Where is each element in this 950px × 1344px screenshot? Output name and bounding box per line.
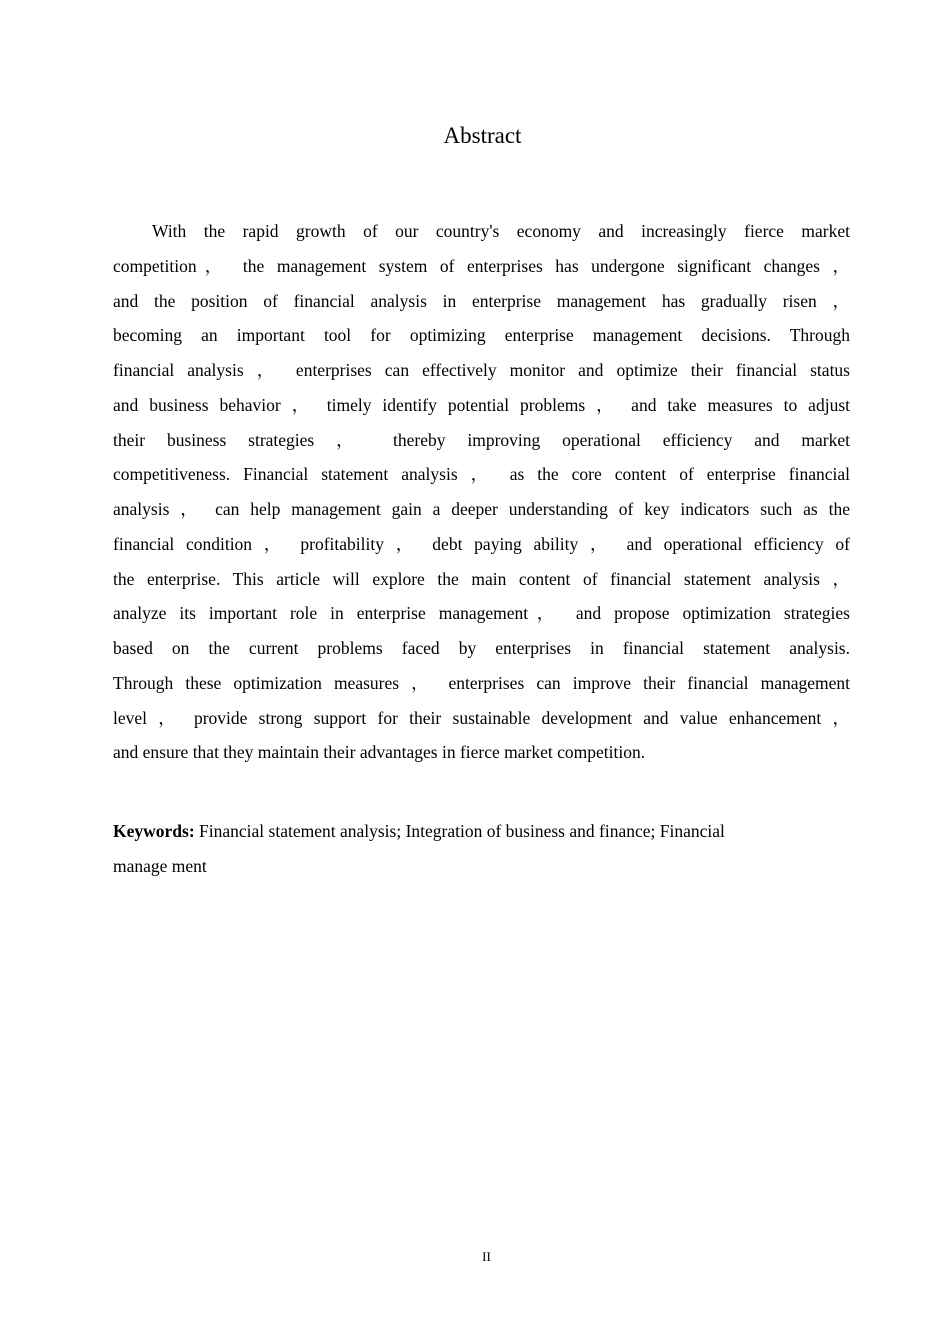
keywords-text-continued: manage ment [113,855,207,876]
abstract-line: the enterprise. This article will explore the main content of financial statement analysis ， [113,568,850,589]
abstract-line: and business behavior ， timely identify potential problems ， and take measures to adjust [113,394,850,415]
abstract-line: competition， the management system of enterprises has undergone significant changes ， [113,255,850,276]
abstract-line: and ensure that they maintain their advantages in fierce market competition. [113,742,646,763]
abstract-line: financial analysis ， enterprises can effectively monitor and optimize their financial status [113,360,850,380]
abstract-line: competitiveness. Financial statement analysis ， as the core content of enterprise financial [113,464,850,485]
abstract-line: financial condition ， profitability ， debt paying ability ， and operational efficiency of [113,533,850,554]
abstract-line: their business strategies ， thereby improving operational efficiency and market [113,429,850,450]
abstract-line: Through these optimization measures ， enterprises can improve their financial management [113,672,850,693]
abstract-line: becoming an important tool for optimizing enterprise management decisions. Through [113,325,850,346]
keywords-text: Financial statement analysis; Integration of business and finance; Financial [199,821,725,841]
page-number: II [482,1249,491,1264]
abstract-line: and the position of financial analysis in enterprise management has gradually risen ， [113,290,850,311]
abstract-line: based on the current problems faced by enterprises in financial statement analysis. [113,638,850,658]
page-title: Abstract [443,123,522,148]
abstract-paragraph [113,218,850,774]
keywords-label: Keywords: [113,821,195,841]
abstract-line: With the rapid growth of our country's economy and increasingly fierce market [152,221,850,241]
abstract-line: analyze its important role in enterprise management， and propose optimization strategies [113,603,850,624]
abstract-line: level ， provide strong support for their sustainable development and value enhancement ， [113,707,850,728]
abstract-line: analysis ， can help management gain a deeper understanding of key indicators such as the [113,499,850,519]
keywords [113,814,850,884]
